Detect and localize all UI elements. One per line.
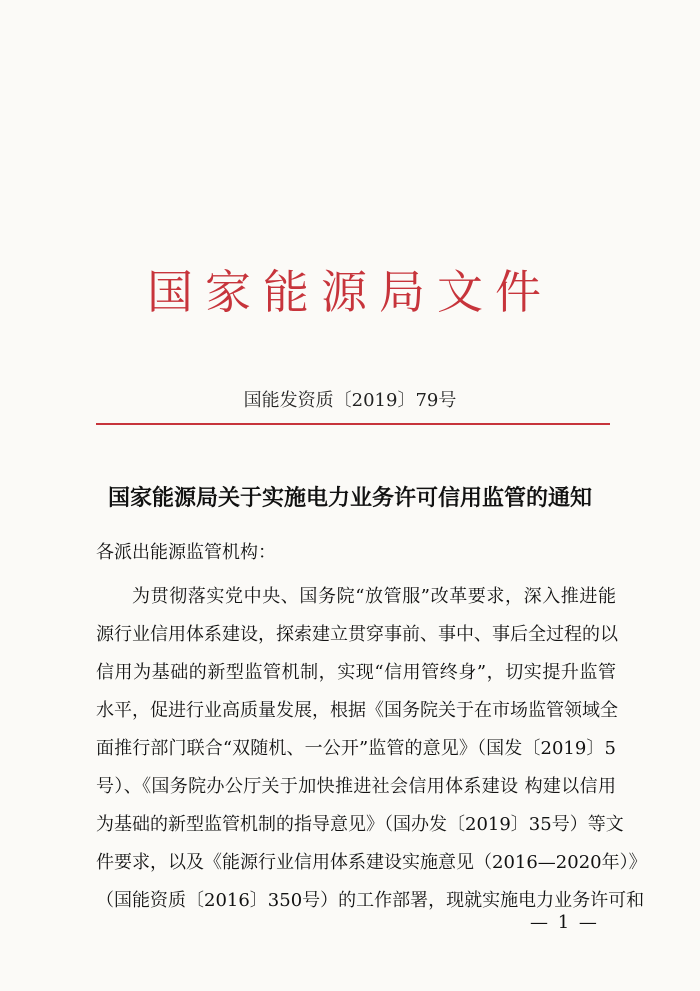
body-line: 为贯彻落实党中央、国务院“放管服”改革要求，深入推进能 <box>132 586 616 607</box>
body-line: 件要求，以及《能源行业信用体系建设实施意见（2016—2020年）》 <box>96 852 647 873</box>
page-number: — 1 — <box>530 912 599 933</box>
body-line: 为基础的新型监管机制的指导意见》（国办发〔2019〕35号）等文 <box>96 814 624 835</box>
notice-title: 国家能源局关于实施电力业务许可信用监管的通知 <box>107 485 592 511</box>
body-line: 水平，促进行业高质量发展，根据《国务院关于在市场监管领域全 <box>96 700 618 721</box>
body-line: 号）、《国务院办公厅关于加快推进社会信用体系建设 构建以信用 <box>96 776 616 797</box>
document-header-title: 国家能源局文件 <box>147 265 553 319</box>
red-divider-line <box>96 423 610 425</box>
document-number: 国能发资质〔2019〕79号 <box>243 390 457 411</box>
body-line: 信用为基础的新型监管机制，实现“信用管终身”，切实提升监管 <box>96 662 616 683</box>
body-text <box>96 578 647 920</box>
salutation: 各派出能源监管机构： <box>96 542 276 563</box>
body-line: 源行业信用体系建设，探索建立贯穿事前、事中、事后全过程的以 <box>96 624 618 645</box>
body-line: 面推行部门联合“双随机、一公开”监管的意见》（国发〔2019〕5 <box>96 738 616 759</box>
body-line: （国能资质〔2016〕350号）的工作部署，现就实施电力业务许可和 <box>96 890 645 911</box>
